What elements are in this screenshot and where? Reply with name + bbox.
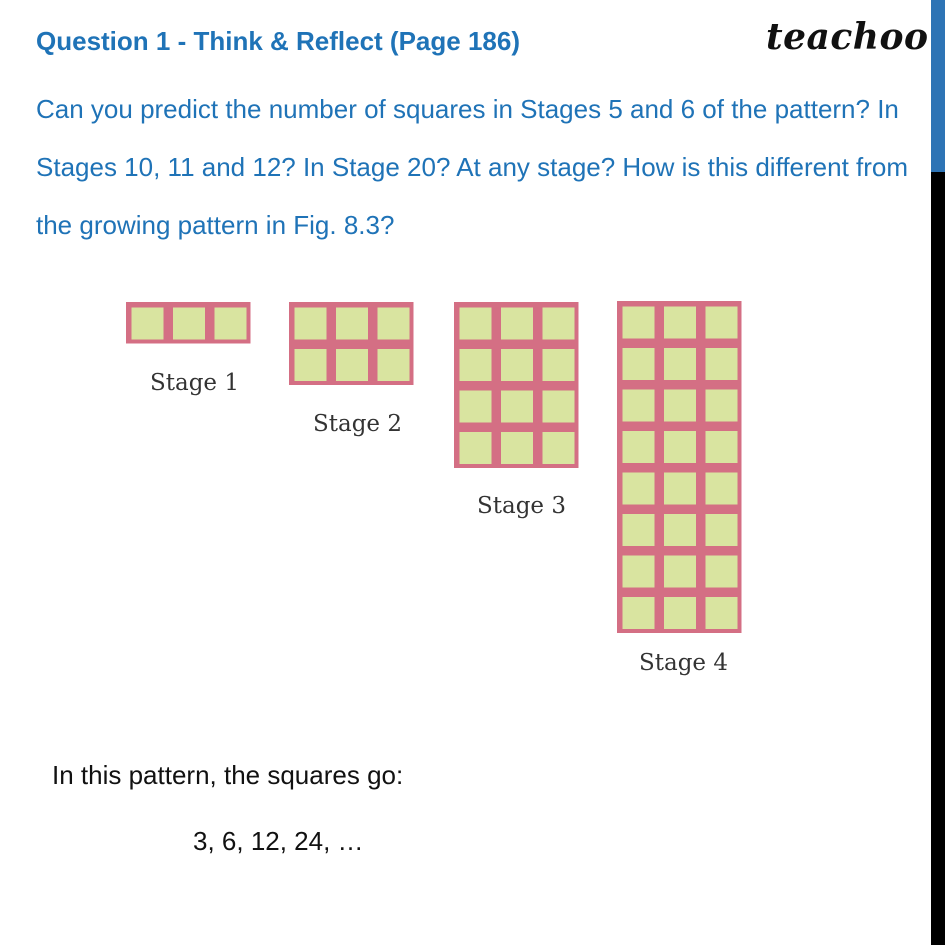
stage-4-square — [706, 473, 738, 505]
stage-4-square — [623, 307, 655, 339]
stage-2-square — [336, 349, 368, 381]
stage-2-grid — [289, 302, 414, 385]
stage-4-square — [664, 514, 696, 546]
stage-2-square — [378, 349, 410, 381]
stage-3-square — [543, 391, 575, 423]
stage-3-square — [543, 349, 575, 381]
stage-4-square — [664, 307, 696, 339]
stage-1-square — [173, 308, 205, 340]
stage-4-square — [706, 348, 738, 380]
stage-2-square — [378, 308, 410, 340]
stage-4-square — [623, 348, 655, 380]
stage-4-square — [623, 514, 655, 546]
teachoo-logo: teachoo — [766, 16, 929, 58]
stage-2-square — [336, 308, 368, 340]
stage-4-square — [706, 556, 738, 588]
stage-4-square — [623, 556, 655, 588]
stage-4-square — [623, 473, 655, 505]
stage-4-square — [664, 597, 696, 629]
stage-4-square — [706, 597, 738, 629]
square-sequence: 3, 6, 12, 24, … — [193, 826, 364, 856]
stage-4-square — [623, 390, 655, 422]
stage-4-grid — [617, 301, 742, 633]
stage-4-square — [664, 431, 696, 463]
stage-1-square — [132, 308, 164, 340]
stage-2-label: Stage 2 — [313, 411, 402, 437]
stage-1-label: Stage 1 — [150, 370, 239, 396]
stage-3-square — [460, 432, 492, 464]
stage-4-square — [706, 431, 738, 463]
stage-4-square — [623, 431, 655, 463]
stage-1-square — [215, 308, 247, 340]
stage-2-square — [295, 349, 327, 381]
stage-3-square — [501, 349, 533, 381]
stage-3-square — [460, 308, 492, 340]
stage-3-square — [501, 308, 533, 340]
stage-4-square — [706, 514, 738, 546]
question-text: Can you predict the number of squares in Stages 5 and 6 of the pattern? In Stages 10, 11 and 12? In Stage 20? At any stage? How is this different from the growing pattern in Fig. 8.3? — [36, 94, 909, 240]
stage-4-square — [664, 348, 696, 380]
stage-3-square — [460, 349, 492, 381]
stage-3-square — [543, 308, 575, 340]
stage-1-grid — [126, 302, 251, 344]
stage-4-square — [706, 307, 738, 339]
page-heading: Question 1 - Think & Reflect (Page 186) — [36, 26, 520, 56]
stage-4-square — [706, 390, 738, 422]
stage-3-square — [501, 432, 533, 464]
stage-4-label: Stage 4 — [639, 650, 728, 676]
stage-3-square — [501, 391, 533, 423]
stage-2-square — [295, 308, 327, 340]
stage-4-square — [664, 473, 696, 505]
stage-4-square — [664, 390, 696, 422]
stage-4-square — [664, 556, 696, 588]
stage-3-square — [460, 391, 492, 423]
stage-3-square — [543, 432, 575, 464]
stage-3-grid — [454, 302, 579, 468]
stage-3-label: Stage 3 — [477, 493, 566, 519]
answer-intro: In this pattern, the squares go: — [52, 760, 404, 790]
stage-4-square — [623, 597, 655, 629]
